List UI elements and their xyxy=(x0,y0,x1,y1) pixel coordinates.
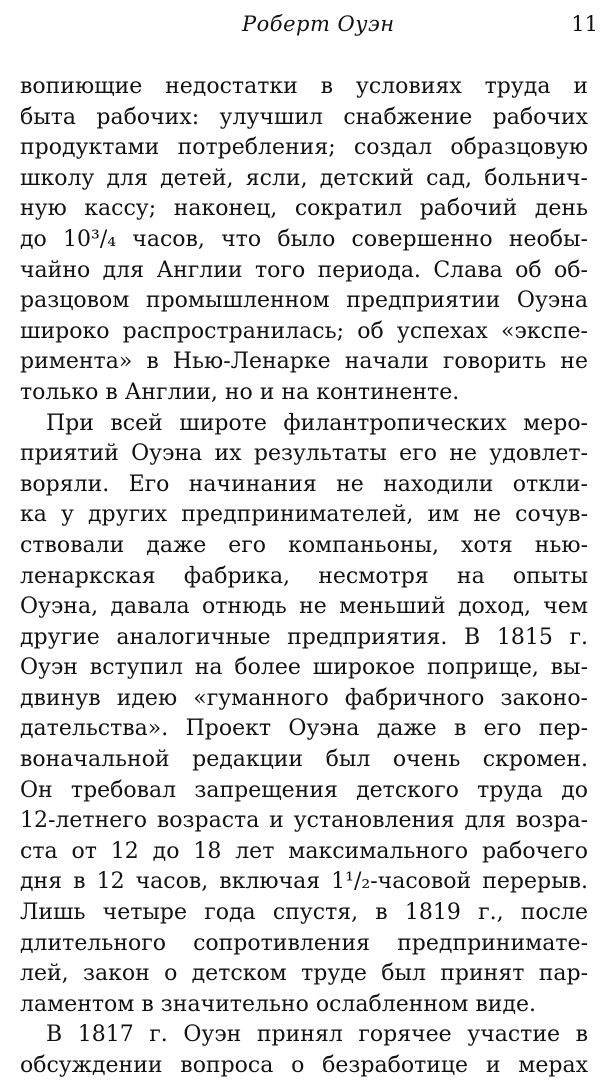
text-line: до 10³/₄ часов, что было совершенно необы- xyxy=(20,226,588,252)
text-line: широко распространилась; об успехах «экспе- xyxy=(20,318,588,344)
text-line: двинув идею «гуманного фабричного законо- xyxy=(20,685,588,711)
text-line: другие аналогичные предприятия. В 1815 г. xyxy=(20,624,588,650)
text-line: вопиющие недостатки в условиях труда и xyxy=(20,74,588,99)
text-line: приятий Оуэна их результаты его не удовлет- xyxy=(20,441,588,467)
text-line: воначальной редакции был очень скромен. xyxy=(20,747,588,773)
text-line: ную кассу; наконец, сократил рабочий день xyxy=(20,196,588,222)
text-line: При всей широте филантропических меро- xyxy=(46,410,588,436)
body-text xyxy=(20,72,588,1082)
text-line: дательства». Проект Оуэна даже в его пер- xyxy=(20,716,588,742)
text-line: быта рабочих: улучшил снабжение рабочих xyxy=(20,104,588,130)
text-line: ствовали даже его компаньоны, хотя нью- xyxy=(20,532,588,558)
text-line: воряли. Его начинания не находили откли- xyxy=(20,471,588,497)
text-line: Оуэн вступил на более широкое поприще, вы- xyxy=(20,655,588,681)
running-title: Роберт Оуэн xyxy=(242,12,395,36)
text-line: ста от 12 до 18 лет максимального рабочего xyxy=(20,838,588,864)
text-line: длительного сопротивления предпринимате- xyxy=(20,930,588,956)
text-line: чайно для Англии того периода. Слава об об- xyxy=(20,257,588,283)
text-line: лей, закон о детском труде был принят пар- xyxy=(20,961,588,987)
text-line: ка у других предпринимателей, им не сочув- xyxy=(20,502,588,528)
text-line: только в Англии, но и на континенте. xyxy=(20,379,460,405)
text-line: школу для детей, ясли, детский сад, больнич- xyxy=(20,165,588,191)
text-line: Лишь четыре года спустя, в 1819 г., после xyxy=(20,900,588,926)
text-line: 12-летнего возраста и установления для возра- xyxy=(20,808,588,834)
text-line: продуктами потребления; создал образцовую xyxy=(20,135,588,161)
page-header xyxy=(0,12,612,46)
text-line: В 1817 г. Оуэн принял горячее участие в xyxy=(46,1022,588,1048)
text-line: дня в 12 часов, включая 1¹/₂-часовой перерыв. xyxy=(20,869,588,895)
text-line: разцовом промышленном предприятии Оуэна xyxy=(20,288,588,314)
text-line: ламентом в значительно ослабленном виде. xyxy=(20,991,537,1017)
page-number: 11 xyxy=(571,12,598,36)
text-line: обсуждении вопроса о безработице и мерах xyxy=(20,1053,588,1078)
text-line: римента» в Нью-Ленарке начали говорить не xyxy=(20,349,588,375)
text-line: ленаркская фабрика, несмотря на опыты xyxy=(20,563,588,589)
text-line: Оуэна, давала отнюдь не меньший доход, чем xyxy=(20,594,588,620)
text-line: Он требовал запрещения детского труда до xyxy=(20,777,588,803)
